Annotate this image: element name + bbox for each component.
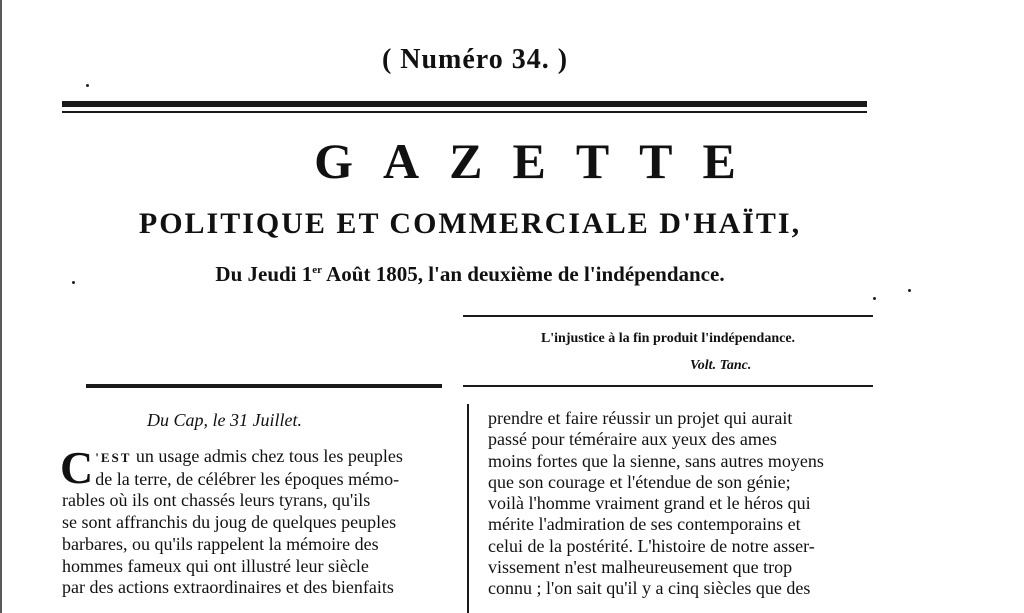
ink-speck: [86, 84, 89, 87]
masthead-title: GAZETTE: [314, 133, 766, 189]
article-column-right: [488, 408, 876, 600]
article-line: mérite l'admiration de ses contemporains et: [488, 514, 801, 535]
issue-number: ( Numéro 34. ): [381, 44, 569, 75]
article-line: se sont affranchis du joug de quelques peuples: [62, 512, 397, 533]
article-line: voilà l'homme vraiment grand et le héros qui: [488, 493, 811, 514]
article-line: 'EST un usage admis chez tous les peuples: [95, 446, 403, 466]
header-rule-thin: [62, 111, 867, 113]
article-line: moins fortes que la sienne, sans autres moyens: [488, 450, 824, 471]
dateline-suffix: Août 1805, l'an deuxième de l'indépendance.: [322, 262, 725, 286]
article-line: prendre et faire réussir un projet qui aurait: [488, 408, 793, 428]
article-column-left: [60, 442, 455, 599]
article-line: passé pour téméraire aux yeux des ames: [488, 429, 777, 450]
dateline-superscript: er: [312, 264, 323, 276]
article-line: que son courage et l'étendue de son génie;: [488, 471, 791, 492]
masthead-subtitle: POLITIQUE ET COMMERCIALE D'HAÏTI,: [138, 207, 802, 240]
column-divider: [467, 404, 469, 613]
article-line: vissement n'est malheureusement que trop: [488, 557, 793, 578]
ink-speck: [72, 281, 75, 284]
dateline: [60, 262, 880, 287]
dispatch-heading: Du Cap, le 31 Juillet.: [147, 410, 302, 430]
drop-cap: C: [60, 442, 94, 493]
header-rule-thick: [62, 101, 867, 107]
opening-caps: 'EST: [95, 450, 132, 465]
article-line: par des actions extraordinaires et des bienfaits: [62, 577, 394, 598]
motto-quote: L'injustice à la fin produit l'indépendance.: [540, 331, 796, 346]
motto-rule: [463, 315, 873, 317]
article-line: hommes fameux qui ont illustré leur siècle: [62, 555, 369, 576]
dateline-prefix: Du Jeudi 1: [215, 262, 313, 286]
column-rule-right: [463, 385, 873, 387]
article-line: connu ; l'on sait qu'il y a cinq siècles que des: [488, 578, 811, 599]
article-line: celui de la postérité. L'histoire de notre asser-: [488, 535, 815, 556]
ink-speck: [908, 289, 911, 292]
article-line: de la terre, de célébrer les époques mémo-: [95, 468, 400, 489]
motto-author: Volt. Tanc.: [690, 358, 752, 373]
ink-speck: [873, 297, 876, 300]
article-line: rables où ils ont chassés leurs tyrans, qu'ils: [62, 490, 371, 511]
column-rule-left: [86, 384, 442, 388]
article-line: barbares, ou qu'ils rappelent la mémoire des: [62, 533, 379, 554]
